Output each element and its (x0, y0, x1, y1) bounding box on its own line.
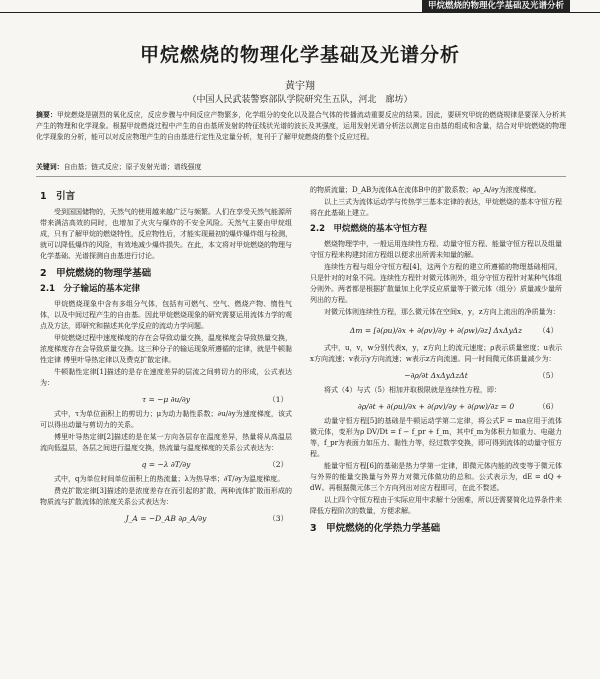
keywords-label: 关键词： (36, 163, 64, 171)
equation-4-body: Δm = [∂(ρu)/∂x + ∂(ρv)/∂y + ∂(ρw)/∂z] ΔxΔyΔz (349, 326, 523, 335)
section-1-paragraph: 受到国国储物的，天然气的使用越来越广泛与频繁。人们在享受天然气能源所带来满洁高效的同时，也增加了火灾与爆炸的不安全风险。天然气主要由甲烷组成，只有了解甲烷的燃烧特性，反应物性后，才能实现最初的爆炸爆炸组与检测，就可以降低爆炸的风险，有效地减少爆炸损失。在此，本文将对甲烷燃烧的物理与化学基础、光谱探测自由基进行讨论。 (40, 208, 292, 260)
keywords-text: 自由基；链式反应；原子发射光谱；谱线强度 (63, 163, 202, 171)
equation-5 (310, 366, 562, 385)
abstract-text: 甲烷燃烧是剧烈的氧化反应，反应步骤与中间反应产物繁多，化学组分的变化以及混合气体的传播流动重要反应的结果。因此，要研究甲烷的燃烧规律是要深入分析其产生的物理和化学现象。根据甲烷燃烧过程中产生的自由基所发射的特征线状光谱的波长及其强度，运用发射光谱分析法以测定自由基的组成和含量，结合对甲烷燃烧的物理化学现象的分析，能可以对反应物理产生的自由基进行定性及定量分析，复刊于了解甲烷燃烧的整个反应过程。 (36, 111, 567, 141)
paper-affiliation: （中国人民武装警察部队学院研究生五队，河北 廊坊） (187, 95, 413, 105)
abstract-label: 摘要： (36, 111, 57, 119)
equation-1-number: （1） (268, 395, 288, 404)
section-1-title: 1 引言 (40, 191, 76, 202)
section-2-1-paragraph-1: 甲烷燃烧现象中含有多组分气体，包括有可燃气、空气、燃烧产物、惰性气体，以及中间过程产生的自由基。因此甲烷燃烧现象的研究需要运用流体力学的观点及方法，即研究和描述其化学反应的流动力学问题。 (40, 300, 292, 330)
section-2-2-paragraph-1: 燃烧物理学中，一般运用连续性方程、动量守恒方程、能量守恒方程以及组量守恒方程来构建封闭方程组以便求出所需未知量的解。 (310, 240, 562, 259)
equation-3-body: J_A = −D_AB ∂ρ_A/∂y (125, 514, 207, 523)
keywords (36, 162, 566, 173)
section-2-1-paragraph-6: 式中，q为单位时间单位面积上的热流量；λ为热导率；∂T/∂y为温度梯度。 (54, 475, 285, 483)
summary-paragraph: 以上三式为流体运动学与传热学三基本定律的表达，甲烷燃烧的基本守恒方程将在此基础上建立。 (310, 198, 562, 217)
section-3-title: 3 甲烷燃烧的化学热力学基础 (310, 523, 441, 534)
section-2-2-title: 2.2 甲烷燃烧的基本守恒方程 (310, 224, 428, 234)
equation-5-number: （5） (538, 371, 558, 380)
equation-4 (310, 319, 562, 343)
section-2-2-paragraph-8: 以上四个守恒方程由于实际应用中求解十分困难，所以还需要简化边界条件来降低方程阶次的数量，方便求解。 (310, 496, 562, 515)
equation-2-body: q = −λ ∂T/∂y (141, 460, 191, 469)
section-2-2-paragraph-2: 连续性方程与组分守恒方程[4]，这两个方程的建立所遵循的物理基础相同，只是针对的对象不同。连续性方程针对微元体则外，组分守恒方程针对某种气体组分则外。两者都是根据扩散量加上化学反应质量等于微元体（组分）质量减少量所列出的方程。 (310, 263, 562, 304)
running-header (0, 0, 600, 13)
equation-6-number: （6） (538, 402, 558, 411)
section-2-1-title: 2.1 分子输运的基本定律 (40, 284, 141, 294)
left-column (40, 185, 292, 528)
section-2-1-paragraph-4: 式中，τ为单位面积上的剪切力；μ为动力黏性系数；∂u/∂y为速度梯度，该式可以得出动量与剪切力的关系。 (40, 410, 292, 429)
equation-2-number: （2） (268, 460, 288, 469)
equation-6 (310, 397, 562, 416)
section-2-2-paragraph-4: 式中，u，v，w分别代表x，y，z方向上的流元速度；ρ表示质量密度；u表示x方向流速；v表示y方向流速；w表示z方向流速。同一时间微元体质量减少为： (310, 344, 562, 363)
section-2-2-paragraph-3: 对微元体则连续性方程，那么微元体在空间x，y，z方向上流出的净质量为： (324, 308, 560, 316)
equation-1-body: τ = −μ ∂u/∂y (141, 395, 191, 404)
right-column (310, 185, 562, 539)
equation-2 (40, 455, 292, 474)
section-2-1-paragraph-2: 甲烷燃烧过程中速度梯度的存在会导致动量交换，温度梯度会导致热量交换，浓度梯度存在会导致质量交换。这三种分子的输运现象所遵循的定律，就是牛顿黏性定律 傅里叶导热定律以及费克扩散定律。 (40, 334, 292, 364)
paper-author: 黄宇翔 (285, 81, 315, 92)
section-2-1-paragraph-7: 费克扩散定律[3]描述的是浓度差存在而引起的扩散，两种流体扩散而形成的物质流与扩散流体的浓度关系公式表达为： (40, 487, 292, 506)
section-2-1-paragraph-5: 傅里叶导热定律[2]描述的是在某一方向各层存在温度差异，热量将从高温层流向低温层，各层之间进行温度交换，热流量与温度梯度的关系公式表达为： (40, 433, 292, 452)
equation-6-body: ∂ρ/∂t + ∂(ρu)/∂x + ∂(ρv)/∂y + ∂(ρw)/∂z = 0 (357, 402, 515, 411)
section-2-title: 2 甲烷燃烧的物理学基础 (40, 268, 152, 279)
equation-1 (40, 390, 292, 409)
paper-title: 甲烷燃烧的物理化学基础及光谱分析 (139, 44, 460, 66)
equation-4-number: （4） (538, 326, 558, 335)
section-2-2-paragraph-6: 动量守恒方程[5]的基础是牛顿运动学第二定律，将公式F = ma应用于流体微元体，变形为ρ DV/Dt = f − f_pr + f_m，其中f_m为体积力如重力、电磁力等，f_pr为表面力如压力、黏性力等，经过数学变换，即可得到流体的动量守恒方程。 (310, 417, 562, 458)
equation-5-body: −∂ρ/∂t ΔxΔyΔzΔt (404, 371, 468, 380)
section-2-2-paragraph-7: 能量守恒方程[6]的基础是热力学第一定律，即微元体内能的改变等于微元体与外界的能量交换量与外界力对微元体做功的总和。公式表示为，dE = dQ + dW。再根据微元体三个方向列出对应方程即可，在此不赘述。 (310, 462, 562, 492)
abstract (36, 110, 566, 143)
section-2-2-paragraph-5: 将式（4）与式（5）相加并取极限就是连续性方程，即： (324, 386, 501, 394)
section-2-1-paragraph-3: 牛顿黏性定律[1]描述的是存在速度差异的层流之间剪切力的形成，公式表达为： (40, 368, 292, 387)
abstract-divider (36, 176, 566, 177)
continued-paragraph: 的物质流量；D_AB为流体A在流体B中的扩散系数；∂ρ_A/∂y为浓度梯度。 (310, 186, 541, 194)
equation-3 (40, 509, 292, 528)
equation-3-number: （3） (268, 514, 288, 523)
running-title: 甲烷燃烧的物理化学基础及光谱分析 (422, 0, 570, 12)
